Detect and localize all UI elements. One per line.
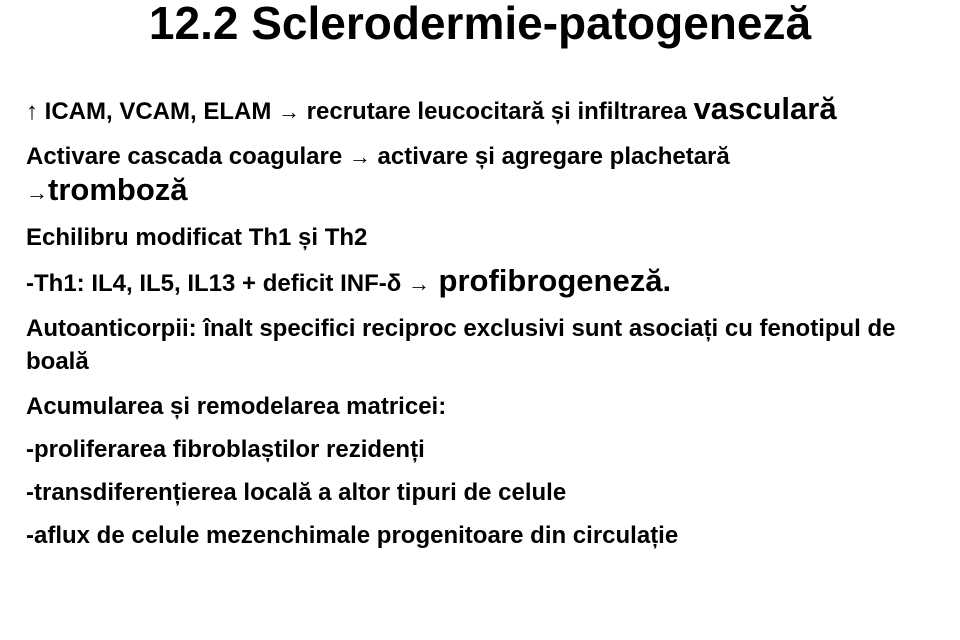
bullet-coagulation xyxy=(26,140,946,209)
arrow-right-icon: → xyxy=(407,271,430,296)
th-balance-text: Echilibru modificat Th1 și Th2 xyxy=(26,224,368,251)
arrow-right-icon: → xyxy=(278,99,300,124)
arrow-right-icon: → xyxy=(348,144,371,169)
bullet-autoantibodies xyxy=(26,312,946,378)
adhesion-emphasis: vasculară xyxy=(693,91,837,126)
coagulation-text-2: activare și agregare plachetară xyxy=(370,143,730,170)
adhesion-text-2: recrutare leucocitară și infiltrarea xyxy=(300,98,694,125)
fibroblasts-text: -proliferarea fibroblaștilor rezidenți xyxy=(26,436,425,463)
bullet-transdifferentiation xyxy=(26,476,946,509)
coagulation-text: Activare cascada coagulare xyxy=(26,143,349,170)
arrow-right-icon: → xyxy=(26,180,48,205)
bullet-mesenchymal xyxy=(26,519,946,552)
slide-title: 12.2 Sclerodermie-patogeneză xyxy=(148,0,812,49)
slide-body xyxy=(26,92,946,562)
arrow-up-icon: ↑ xyxy=(26,98,38,125)
adhesion-text: ICAM, VCAM, ELAM xyxy=(38,98,278,125)
autoantibodies-text: Autoanticorpii: înalt specifici reciproc exclusivi sunt asociați cu fenotipul de boală xyxy=(26,315,896,375)
bullet-adhesion-molecules xyxy=(26,92,946,128)
th1-text: -Th1: IL4, IL5, IL13 + deficit INF-δ xyxy=(26,270,408,297)
bullet-th-balance xyxy=(26,221,946,254)
transdifferentiation-text: -transdiferențierea locală a altor tipuri de celule xyxy=(26,479,567,506)
th1-emphasis: profibrogeneză xyxy=(429,263,663,298)
th1-end: . xyxy=(662,263,672,298)
bullet-matrix xyxy=(26,390,946,423)
mesenchymal-text: -aflux de celule mezenchimale progenitoare din circulație xyxy=(26,522,679,549)
coagulation-emphasis: tromboză xyxy=(48,172,188,207)
bullet-fibroblasts xyxy=(26,433,946,466)
bullet-th1-cytokines xyxy=(26,264,946,300)
matrix-text: Acumularea și remodelarea matricei: xyxy=(26,393,447,420)
